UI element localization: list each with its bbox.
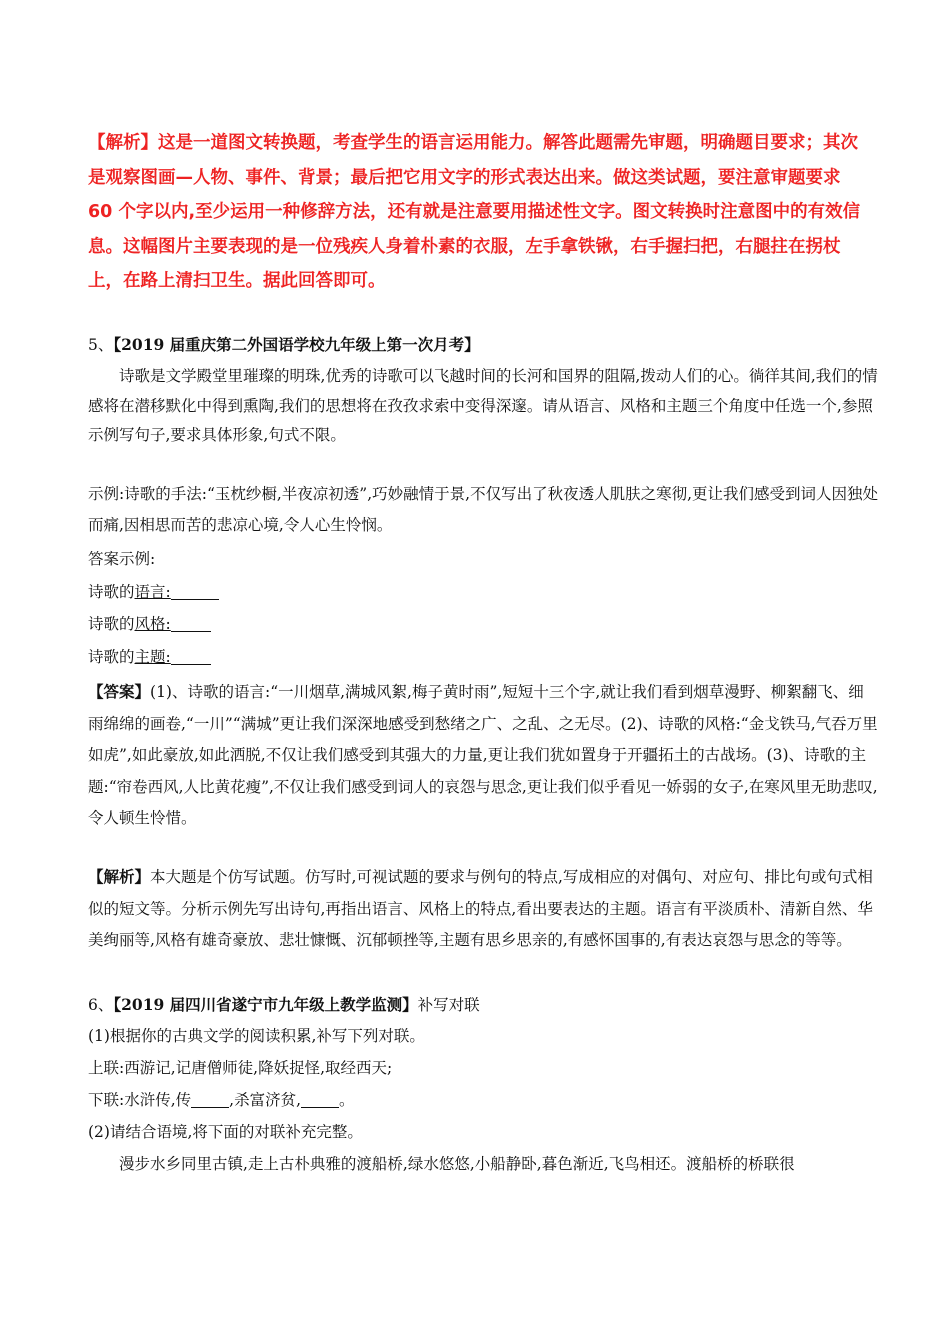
answer-item-style: 诗歌的风格:: [88, 610, 878, 639]
analysis-text: 这是一道图文转换题，考查学生的语言运用能力。解答此题需先审题，明确题目要求；其次是观察图画—人物、事件、背景；最后把它用文字的形式表达出来。做这类试题，要注意审题要求 60 个字以内,至少运用一种修辞方法，还有就是注意要用描述性文字。图文转换时注意图中的有效信息。这幅图片主要表现的是一位残疾人身着朴素的衣服，左手拿铁锹，右手握扫把，右腿拄在拐杖上，在路上清扫卫生。据此回答即可。: [88, 133, 861, 292]
answer-label: 【答案】: [88, 682, 151, 701]
analysis-text: 本大题是个仿写试题。仿写时,可视试题的要求与例句的特点,写成相应的对偶句、对应句、排比句或句式相似的短文等。分析示例先写出诗句,再指出语言、风格上的特点,看出要表达的主题。语言有平淡质朴、清新自然、华美绚丽等,风格有雄奇豪放、悲壮慷慨、沉郁顿挫等,主题有思乡思亲的,有感怀国事的,有表达哀怨与思念的等等。: [88, 868, 873, 949]
question-6: [88, 990, 878, 1020]
answer-blank[interactable]: [171, 646, 211, 665]
answer-text: (1)、诗歌的语言:“一川烟草,满城风絮,梅子黄时雨”,短短十三个字,就让我们看到烟草漫野、柳絮翻飞、细雨绵绵的画卷,“一川”“满城”更让我们深深地感受到愁绪之广、之乱、之无尽。(2)、诗歌的风格:“金戈铁马,气吞万里如虎”,如此豪放,如此洒脱,不仅让我们感受到其强大的力量,更让我们犹如置身于开疆拓土的古战场。(3)、诗歌的主题:“帘卷西风,人比黄花瘦”,不仅让我们感受到词人的哀怨与思念,更让我们似乎看见一娇弱的女子,在寒风里无助悲叹,令人顿生怜惜。: [88, 683, 878, 827]
answer-blank[interactable]: [171, 581, 219, 600]
question-6-title: 补写对联: [417, 996, 480, 1014]
question-5-source: 【2019 届重庆第二外国语学校九年级上第一次月考】: [113, 335, 480, 354]
answer-example-intro: 答案示例:: [88, 550, 156, 568]
couplet-lower: 下联:水浒传,传 ,杀富济贫, 。: [88, 1091, 355, 1109]
analysis-block-top: [88, 126, 870, 299]
question-6-sub2: (2)请结合语境,将下面的对联补充完整。: [88, 1123, 363, 1141]
answer-item-language: 诗歌的语言:: [88, 578, 878, 607]
question-6-sub1: (1)根据你的古典文学的阅读积累,补写下列对联。: [88, 1027, 425, 1045]
couplet-blank-2[interactable]: [301, 1089, 339, 1108]
question-5-prompt: 诗歌是文学殿堂里璀璨的明珠,优秀的诗歌可以飞越时间的长河和国界的阻隔,拨动人们的心。徜徉其间,我们的情感将在潜移默化中得到熏陶,我们的思想将在孜孜求索中变得深邃。请从语言、风格和主题三个角度中任选一个,参照示例写句子,要求具体形象,句式不限。: [88, 367, 878, 445]
couplet-upper: 上联:西游记,记唐僧师徒,降妖捉怪,取经西天;: [88, 1059, 393, 1077]
question-5-answer: [88, 676, 878, 835]
question-5-analysis: [88, 861, 878, 957]
analysis-label: 【解析】: [88, 867, 151, 886]
question-6-number: 6、: [88, 996, 114, 1014]
question-5: [88, 330, 878, 360]
question-6-passage: 漫步水乡同里古镇,走上古朴典雅的渡船桥,绿水悠悠,小船静卧,暮色渐近,飞鸟相还。渡船桥的桥联很: [119, 1155, 795, 1173]
question-6-source: 【2019 届四川省遂宁市九年级上教学监测】: [113, 995, 418, 1014]
answer-item-theme: 诗歌的主题:: [88, 643, 878, 672]
question-5-example: 示例:诗歌的手法:“玉枕纱橱,半夜凉初透”,巧妙融情于景,不仅写出了秋夜透人肌肤之寒彻,更让我们感受到词人因独处而痛,因相思而苦的悲凉心境,令人心生怜悯。: [88, 485, 879, 534]
analysis-label: 【解析】: [88, 133, 158, 153]
couplet-blank-1[interactable]: [191, 1089, 229, 1108]
answer-blank[interactable]: [171, 613, 211, 632]
question-5-number: 5、: [88, 336, 114, 354]
